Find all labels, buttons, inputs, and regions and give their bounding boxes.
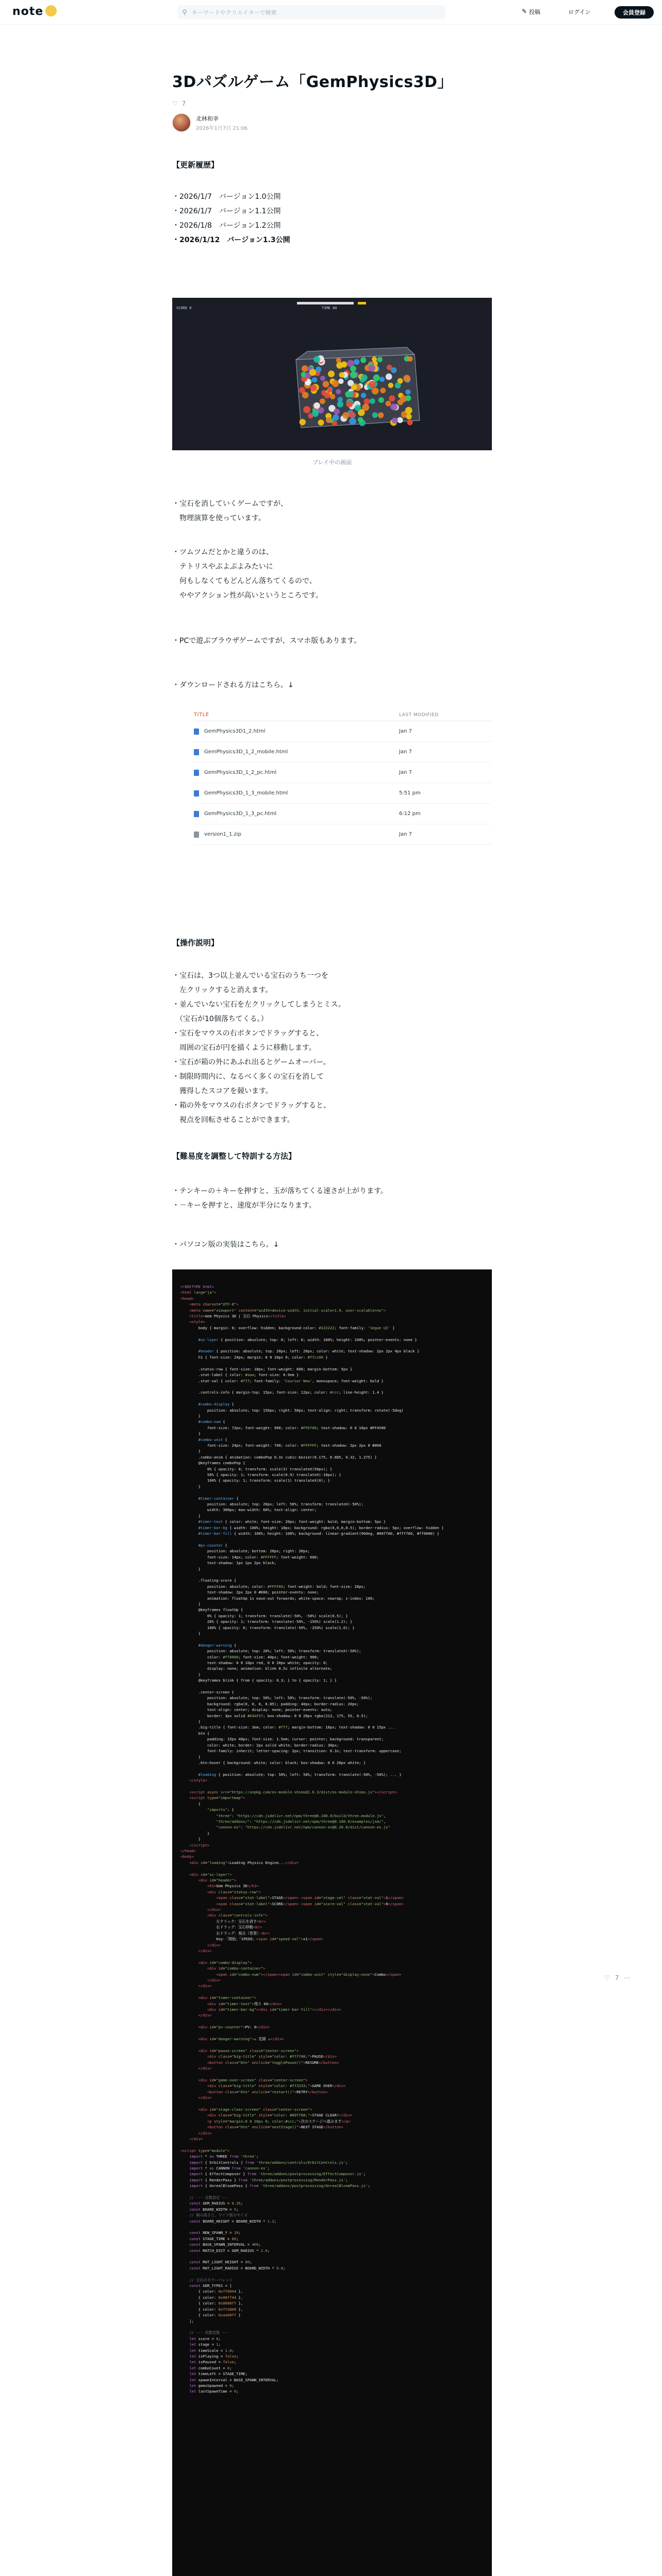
file-modified: 6:12 pm <box>399 810 421 817</box>
gem <box>349 418 356 425</box>
intro-line: 何もしなくてもどんどん落ちてくるので、 <box>172 577 317 585</box>
file-row[interactable] <box>194 762 492 783</box>
gem <box>355 404 361 411</box>
gem <box>389 395 395 401</box>
gem <box>370 398 375 404</box>
ops-line: 視点を回転させることができます。 <box>172 1116 294 1124</box>
gem <box>309 369 316 376</box>
gem <box>380 388 386 394</box>
file-row[interactable] <box>194 783 492 804</box>
gem <box>334 409 340 415</box>
file-modified: Jan 7 <box>399 749 412 755</box>
file-icon <box>194 811 199 817</box>
gem <box>349 392 354 397</box>
gem <box>372 357 377 362</box>
intro-line: ・宝石を消していくゲームですが、 <box>172 500 288 508</box>
gem <box>312 410 319 417</box>
intro-line: テトリスやぷよぷよみたいに <box>172 563 273 571</box>
gem <box>354 359 359 365</box>
gem <box>337 401 343 408</box>
file-modified: 5:51 pm <box>399 790 421 796</box>
gem <box>316 367 321 372</box>
screenshot-caption: プレイ中の画面 <box>312 459 352 466</box>
article <box>172 72 492 2394</box>
file-name[interactable]: GemPhysics3D_1_2_pc.html <box>204 769 277 775</box>
gem <box>372 412 378 418</box>
col-modified: LAST MODIFIED <box>399 712 439 718</box>
gem <box>302 392 309 399</box>
gem <box>327 387 332 393</box>
gem <box>312 377 317 382</box>
gem <box>407 419 413 425</box>
note-logo[interactable] <box>12 5 57 18</box>
file-table <box>194 709 492 845</box>
heart-icon[interactable]: ♡ <box>604 1974 610 1981</box>
gem <box>332 380 339 387</box>
gem <box>338 379 343 384</box>
code-block[interactable] <box>172 1269 492 2576</box>
file-row[interactable] <box>194 721 492 742</box>
difficulty-line: ・－キーを押すと、速度が半分になります。 <box>172 1201 316 1210</box>
col-title: TITLE <box>194 711 209 718</box>
gem <box>342 412 349 419</box>
pencil-icon[interactable]: ✎ <box>522 8 527 15</box>
ops-line: ・宝石は、3つ以上並んでいる宝石のうち一つを <box>172 972 328 980</box>
gem <box>310 385 317 392</box>
gem <box>364 398 370 404</box>
gem <box>300 419 306 425</box>
gem <box>377 357 383 363</box>
ops-line: ・宝石が箱の外にあふれ出るとゲームオーバー。 <box>172 1058 330 1066</box>
like-count: 7 <box>181 100 186 107</box>
more-icon[interactable]: ⋯ <box>624 1974 631 1981</box>
gem <box>326 417 332 423</box>
gem <box>369 381 375 387</box>
post-button[interactable]: 投稿 <box>529 9 540 15</box>
gem <box>386 374 392 380</box>
author-block[interactable] <box>172 113 492 132</box>
file-row[interactable] <box>194 824 492 845</box>
ops-line: ・制限時間内に、なるべく多くの宝石を消して <box>172 1073 324 1081</box>
file-modified: Jan 7 <box>399 831 412 837</box>
gem <box>332 421 337 426</box>
gem <box>336 389 341 394</box>
gem <box>350 371 357 378</box>
ops-line: 周囲の宝石が円を描くように移動します。 <box>172 1044 316 1052</box>
gem <box>388 383 393 388</box>
update-item: ・2026/1/7 バージョン1.1公開 <box>172 207 281 215</box>
search-icon: ⚲ <box>182 8 187 16</box>
ops-line: 左クリックすると消えます。 <box>172 986 273 994</box>
gem <box>386 401 391 406</box>
file-name[interactable]: GemPhysics3D_1_3_pc.html <box>204 810 277 817</box>
score-hud: SCORE 0 <box>176 306 192 310</box>
gem <box>361 393 366 398</box>
login-button[interactable]: ログイン <box>568 9 591 15</box>
gem <box>358 417 363 422</box>
file-icon <box>194 728 199 735</box>
avatar[interactable] <box>172 113 191 132</box>
gem <box>392 417 398 423</box>
gem <box>320 376 325 381</box>
gem <box>406 414 412 419</box>
source-line: ・パソコン版の実装はこちら。↓ <box>172 1241 279 1249</box>
code-content: <!DOCTYPE html> <html lang="ja"> <head> <meta charset="UTF-8"> <meta name="viewport" content="width=device-width, initial-scale=1.0, user-scalable=no"> <title>Gem Physics 3D | 宝石 Physics</title> <style> body { margin: 0; overflow: hidden; background-color: #222222; font-family: 'Segoe UI' } #ui-layer { position: absolute; top: 0; left: 0; width: 100%; height: 100%; pointer-events: none } #header { position: absolute; top: 20px; left: 20px; color: white; text-shadow: 2px 2px 4px black } h1 { font-size: 24px; margin: 0 0 10px 0; color: #ffcc00 } .status-row { font-size: 18px; font-weight: 600; margin-bottom: 5px } .stat-label { color: #aaa; font-size: 0.9em } .stat-val { color: #fff; font-family: 'Courier New', monospace; font-weight: bold } .controls-info { margin-top: 15px; font-size: 12px; color: #ccc; line-height: 1.4 } #combo-display { position: absolute; top: 150px; right: 50px; text-align: right; transform: rotate(-5deg) } #combo-num { font-size: 72px; font-weight: 900; color: #FFD700; text-shadow: 0 0 10px #FF4500 } #combo-unit { font-size: 24px; font-weight: 700; color: #FFFFFF; text-shadow: 2px 2px 0 #000 } .combo-anim { animation: comboPop 0.3s cubic-bezier(0.175, 0.885, 0.32, 1.275) } @keyframes comboPop { 0% { opacity: 0; transform: scale(3) translateX(50px); } 50% { opacity: 1; transform: scale(0.9) translateX(-10px); } 100% { opacity: 1; transform: scale(1) translateX(0); } } #timer-container { position: absolute; top: 20px; left: 50%; transform: translateX(-50%); width: 300px; max-width: 60%; text-align: center; } #timer-text { color: white; font-size: 20px; font-weight: bold; margin-bottom: 5px } #timer-bar-bg { width: 100%; height: 10px; background: rgba(0,0,0,0.5); border-radius: 5px; overflow: hidden } #timer-bar-fill { width: 100%; height: 100%; background: linear-gradient(90deg, #00ff00, #ffff00, #ff0000) } #pv-counter { position: absolute; bottom: 20px; right: 20px; font-size: 14px; color: #FFFFFF; font-weight: 600; text-shadow: 1px 1px 2px black; } .floating-score { position: absolute; color: #FFFF00; font-weight: bold; font-size: 28px; text-shadow: 2px 2px 0 #000; pointer-events: none; animation: floatUp 1s ease-out forwards; white-space: nowrap; z-index: 100; } @keyframes floatUp { 0% { opacity: 1; transform: translate(-50%, -50%) scale(0.5); } 20% { opacity: 1; transform: translate(-50%, -150%) scale(1.2); } 100% { opacity: 0; transform: translate(-50%, -250%) scale(1.0); } } #danger-warning { position: absolute; top: 20%; left: 50%; transform: translateX(-50%); color: #ff0000; font-size: 40px; font-weight: 900; text-shadow: 0 0 10px red, 0 0 20px white; opacity: 0; display: none; animation: blink 0.5s infinite alternate; } @keyframes blink { from { opacity: 0.3; } to { opacity: 1; } } .center-screen { position: absolute; top: 50%; left: 50%; transform: translate(-50%, -50%); background: rgba(0, 0, 0, 0.85); padding: 40px; border-radius: 20px; text-align: center; display: none; pointer-events: auto; border: 3px solid #D4AF37; box-shadow: 0 0 20px rgba(212, 175, 55, 0.5); } .big-title { font-size: 3em; color: #fff; margin-bottom: 10px; text-shadow: 0 0 15px ... btn { padding: 15px 40px; font-size: 1.5em; cursor: pointer; background: transparent; color: white; border: 2px solid white; border-radius: 30px; font-family: inherit; letter-spacing: 2px; transition: 0.3s; text-transform: uppercase; } .btn:hover { background: white; color: black; box-shadow: 0 0 20px white; } #loading { position: absolute; top: 50%; left: 50%; transform: translate(-50%, -50%); ... } </style> <script async src="https://unpkg.com/es-module-shims@1.6.3/dist/es-module-shims.js"></script> <script type="importmap"> { "imports": { "three": "https://cdn.jsdelivr.net/npm/three@0.160.0/build/three.module.js", "three/addons/": "https://cdn.jsdelivr.net/npm/three@0.160.0/examples/jsm/", "cannon-es": "https://cdn.jsdelivr.net/npm/cannon-es@0.20.0/dist/cannon-es.js" } } </script> </head> <body> <div id="loading">Loading Physics Engine...</div> <div id="ui-layer"> <div id="header"> <h1>Gem Physics 3D</h1> <div class="status-row"> <span class="stat-label">STAGE</span> <span id="stage-val" class="stat-val">1</span> <span class="stat-label">SCORE</span> <span id="score-val" class="stat-val">0</span> </div> <div class="controls-info"> 左クリック：宝石を消す<br> 右ドラッグ：宝石移動<br> 右ドラッグ：視点（背景）<br> Key：「開始」「SPEED」<span id="speed-val">x1</span> </div> </div> <div id="combo-display"> <div id="combo-container"> <span id="combo-num"></span><span id="combo-unit" style="display:none">Combo</span> </div> </div> <div id="timer-container"> <div id="timer-text">残り 60</div> <div id="timer-bar-bg"><div id="timer-bar-fill"></div></div> </div> <div id="pv-counter">PV: 0</div> <div id="danger-warning">⚠ 危険 ⚠</div> <div id="pause-screen" class="center-screen"> <div class="big-title" style="color: #ffff00;">PAUSE</div> <button class="btn" onclick="togglePause()">RESUME</button> </div> <div id="game-over-screen" class="center-screen"> <div class="big-title" style="color: #ff3333;">GAME OVER</div> <button class="btn" onclick="restart()">RETRY</button> </div> <div id="stage-clear-screen" class="center-screen"> <div class="big-title" style="color: #00ff88;">STAGE CLEAR!</div> <p style="margin:0 0 20px 0; color:#ccc;">次のステージへ進みます</p> <button class="btn" onclick="nextStage()">NEXT STAGE</button> </div> </div> <script type="module"> import * as THREE from 'three'; import { OrbitControls } from 'three/addons/controls/OrbitControls.js'; import * as CANNON from 'cannon-es'; import { EffectComposer } from 'three/addons/postprocessing/EffectComposer.js'; import { RenderPass } from 'three/addons/postprocessing/RenderPass.js'; import { UnrealBloomPass } from 'three/addons/postprocessing/UnrealBloomPass.js'; // --- 定数設定 --- const GEM_RADIUS = 0.35; const BOARD_WIDTH = 5; // 箱の高さと、ワイド版のサイズ const BOARD_HEIGHT = BOARD_WIDTH * 1.2; const NEW_SPAWN_Y = 10; const STAGE_TIME = 60; const BASE_SPAWN_INTERVAL = 400; const MATCH_DIST = GEM_RADIUS * 2.6; const MAT_LIGHT_HEIGHT = 80; const MAT_LIGHT_RADIUS = BOARD_WIDTH * 0.8; // 宝石のカラーパレット const GEM_TYPES = [ { color: 0xff0044 }, { color: 0x00ff44 }, { color: 0x0088ff }, { color: 0xffdd00 }, { color: 0xaa00ff } ]; // --- 状態変数 --- let score = 0; let stage = 1; let timeScale = 1.0; let isPlaying = false; let isPaused = false; let comboCount = 0; let timeLeft = STAGE_TIME; let spawnInterval = BASE_SPAWN_INTERVAL; let gemsSpawned = 0; let lastSpawnTime = 0; <box>180 1284 444 2394</box>
gem <box>391 404 398 411</box>
ops-line: 獲得したスコアを競います。 <box>172 1087 273 1095</box>
signup-button[interactable]: 会員登録 <box>615 6 654 19</box>
article-meta <box>172 100 492 107</box>
file-row[interactable] <box>194 742 492 762</box>
gem <box>351 384 357 391</box>
ops-line: （宝石が10個落ちてくる。） <box>172 1015 268 1023</box>
file-modified: Jan 7 <box>399 728 412 734</box>
update-item: ・2026/1/7 バージョン1.0公開 <box>172 193 281 201</box>
gem <box>303 406 310 413</box>
game-screenshot <box>172 298 492 450</box>
gem <box>373 375 380 381</box>
gem <box>323 381 329 387</box>
file-table-header <box>194 709 492 721</box>
gem <box>339 372 345 378</box>
game-scene-graphic <box>172 298 492 450</box>
gem <box>349 412 355 418</box>
file-icon <box>194 790 199 796</box>
top-bar <box>0 0 662 25</box>
gem <box>360 357 366 363</box>
ops-heading: 【操作説明】 <box>172 938 219 947</box>
gem <box>333 414 339 420</box>
gem <box>405 389 410 395</box>
gem <box>395 382 401 388</box>
gem <box>313 356 320 363</box>
gem <box>405 407 412 414</box>
gem <box>397 417 403 423</box>
file-name[interactable]: GemPhysics3D_1_3_mobile.html <box>204 790 288 796</box>
zip-file-icon <box>194 832 199 838</box>
side-like-widget[interactable] <box>604 1974 630 1981</box>
side-like-count: 7 <box>615 1974 619 1981</box>
search-box[interactable] <box>177 5 445 20</box>
gem <box>372 387 379 395</box>
gem <box>407 356 412 361</box>
gem <box>318 407 324 413</box>
publish-date: 2026年1月7日 21:06 <box>196 125 248 131</box>
time-hud: TIME 60 <box>322 306 337 310</box>
file-icon <box>194 770 199 776</box>
gem <box>362 404 369 411</box>
ops-line: ・箱の外をマウスの右ボタンでドラッグすると、 <box>172 1101 331 1110</box>
file-icon <box>194 749 199 755</box>
download-line: ・ダウンロードされる方はこちら。↓ <box>172 681 294 689</box>
update-item: ・2026/1/8 バージョン1.2公開 <box>172 222 281 230</box>
gem <box>379 377 385 382</box>
gem <box>403 375 410 382</box>
gem <box>361 375 368 381</box>
logo-text: note <box>12 5 44 18</box>
ops-line: ・並んでいない宝石を左クリックしてしまうとミス。 <box>172 1001 345 1009</box>
file-name[interactable]: GemPhysics3D_1_2_mobile.html <box>204 749 288 755</box>
heart-icon[interactable]: ♡ <box>172 100 178 107</box>
gem <box>324 392 330 398</box>
gem <box>346 401 353 408</box>
difficulty-line: ・テンキーの＋キーを押すと、玉が落ちてくる速さが上がります。 <box>172 1187 388 1195</box>
file-name[interactable]: GemPhysics3D1_2.html <box>204 728 266 734</box>
ops-line: ・宝石をマウスの右ボタンでドラッグすると、 <box>172 1029 324 1038</box>
update-item: ・2026/1/12 バージョン1.3公開 <box>172 236 290 244</box>
gem <box>398 399 403 405</box>
gem <box>302 365 308 372</box>
intro-line: ・ツムツムだとかと違うのは、 <box>172 548 273 556</box>
gem <box>391 367 396 373</box>
gem <box>336 362 343 369</box>
gem <box>320 398 325 404</box>
gem <box>350 366 356 372</box>
logo-badge-icon <box>45 5 57 16</box>
gem <box>405 395 411 401</box>
update-heading: 【更新履歴】 <box>172 160 219 170</box>
gem <box>318 419 324 426</box>
article-title: 3Dパズルゲーム「GemPhysics3D」 <box>172 73 453 91</box>
gem <box>378 412 384 418</box>
file-row[interactable] <box>194 804 492 824</box>
intro-line: ややアクション性が高いというところです。 <box>172 591 323 600</box>
intro-line: ・PCで遊ぶブラウザゲームですが、スマホ版もあります。 <box>172 637 361 645</box>
gem <box>328 370 335 377</box>
file-name[interactable]: version1_1.zip <box>204 831 241 837</box>
gem <box>378 397 384 403</box>
file-modified: Jan 7 <box>399 769 412 775</box>
search-input[interactable] <box>192 9 434 16</box>
difficulty-heading: 【難易度を調整して特訓する方法】 <box>172 1151 296 1161</box>
gem <box>369 365 376 372</box>
author-name[interactable]: 北林和幸 <box>196 115 219 122</box>
intro-line: 物理演算を使っています。 <box>172 514 266 522</box>
